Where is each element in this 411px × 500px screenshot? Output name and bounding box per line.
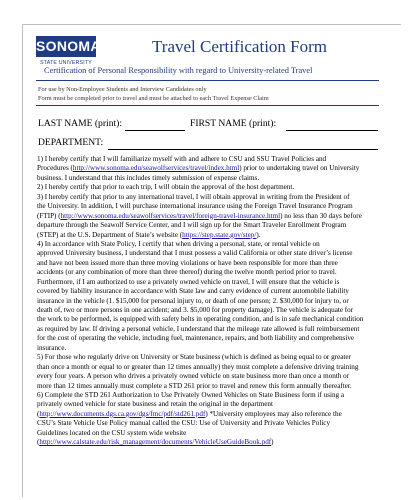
text-segment: and have not been issued more than three moving violations or have been responsible for more than three bbox=[37, 258, 338, 267]
text-line bbox=[37, 363, 377, 372]
policy-link[interactable]: http://www.calstate.edu/risk_management/documents/VehicleUseGuideBook.pdf bbox=[39, 438, 272, 447]
policy-link[interactable]: http://www.sonoma.edu/seawolfservices/travel/foreign-travel-insurance.html bbox=[60, 211, 281, 220]
text-line bbox=[37, 372, 377, 381]
text-line bbox=[37, 382, 377, 391]
text-segment: Guidelines located on the CSU system wide website bbox=[37, 428, 187, 437]
text-line bbox=[37, 268, 377, 277]
text-line bbox=[37, 429, 377, 438]
department-label: DEPARTMENT: bbox=[38, 137, 104, 148]
text-segment: approved University business, I understand that I must possess a valid California or other state driver’s license bbox=[37, 249, 353, 258]
form-subtitle: Certification of Personal Responsibility with regard to University-related Travel bbox=[44, 66, 313, 75]
text-line bbox=[37, 193, 377, 202]
text-line bbox=[37, 202, 377, 211]
text-line bbox=[37, 155, 377, 164]
text-line bbox=[37, 400, 377, 409]
text-segment: departure through the Seawolf Service Center, and I will sign up for the Smart Traveler Enrollment Program bbox=[37, 221, 347, 230]
policy-link[interactable]: https://step.state.gov/step/ bbox=[182, 230, 257, 239]
text-segment: business. I understand that this includes timely submission of expense claims. bbox=[37, 173, 260, 182]
text-line bbox=[37, 164, 377, 173]
text-segment: accidents (or any combination of more than three thereof) during the twelve month period prior to travel. bbox=[37, 268, 337, 277]
text-segment: the University. In addition, I will purchase international insurance using the Foreign Travel Insurance Program bbox=[37, 202, 353, 211]
text-segment: ( bbox=[37, 409, 40, 418]
text-line bbox=[37, 438, 377, 447]
text-segment: for the cost of operating the vehicle, including fuel, maintenance, repairs, and both liability and comprehensive bbox=[37, 334, 355, 343]
first-name-field[interactable] bbox=[286, 130, 378, 131]
text-segment: than once a month or equal to or greater than 12 times annually) they must complete a defensive driving training bbox=[37, 362, 359, 371]
text-segment: insurance in the vehicle (1. $15,000 for personal injury to, or death of one person; 2. $30,000 for injury to, or bbox=[37, 296, 349, 305]
text-line bbox=[37, 212, 377, 221]
header-divider bbox=[36, 80, 379, 81]
notes-divider bbox=[36, 105, 379, 106]
text-segment: 6) Complete the STD 261 Authorization to Use Privately Owned Vehicles on State Business form if using a bbox=[37, 390, 345, 399]
text-segment: Procedures ( bbox=[37, 164, 73, 173]
text-line bbox=[37, 278, 377, 287]
last-name-label: LAST NAME (print): bbox=[38, 118, 123, 129]
text-line bbox=[37, 419, 377, 428]
text-segment: every four years. A person who drives a privately owned vehicle on state business more than once a month or bbox=[37, 372, 350, 381]
text-segment: 3) I hereby certify that prior to any international travel, I will obtain approval in writing from the President of bbox=[37, 192, 350, 201]
text-line bbox=[37, 231, 377, 240]
text-segment: insurance. bbox=[37, 343, 67, 352]
text-line bbox=[37, 240, 377, 249]
department-field[interactable] bbox=[108, 149, 378, 150]
text-line bbox=[37, 315, 377, 324]
text-segment: 2) I hereby certify that prior to each trip, I will obtain the approval of the host department. bbox=[37, 183, 295, 192]
certification-text bbox=[37, 155, 377, 448]
text-segment: 1) I hereby certify that I will familiarize myself with and adhere to CSU and SSU Travel Policies and bbox=[37, 155, 327, 163]
text-line bbox=[37, 410, 377, 419]
text-line bbox=[37, 183, 377, 192]
attachment-note: Form must be completed prior to travel and must be attached to each Travel Expense Claim bbox=[38, 95, 269, 102]
text-segment: ( bbox=[37, 438, 40, 447]
usage-note: For use by Non-Employee Students and Interview Candidates only bbox=[38, 86, 207, 93]
text-line bbox=[37, 344, 377, 353]
text-line bbox=[37, 287, 377, 296]
text-line bbox=[37, 259, 377, 268]
text-line bbox=[37, 221, 377, 230]
text-line bbox=[37, 334, 377, 343]
text-segment: the work to be performed, is equipped with safety belts in operating condition, and is in safe mechanical condition bbox=[37, 315, 364, 324]
text-segment: (FTIP) ( bbox=[37, 211, 61, 220]
last-name-field[interactable] bbox=[125, 130, 185, 131]
form-title: Travel Certification Form bbox=[152, 37, 328, 56]
logo-name: SONOMA bbox=[36, 36, 96, 57]
text-line bbox=[37, 297, 377, 306]
text-segment: ). bbox=[256, 230, 261, 239]
text-segment: ) bbox=[271, 438, 274, 447]
text-segment: ) prior to undertaking travel on University bbox=[239, 164, 360, 173]
first-name-label: FIRST NAME (print): bbox=[190, 118, 277, 129]
text-segment: more than 12 times annually must complete a STD 261 prior to travel and renew this form annually thereafter. bbox=[37, 381, 352, 390]
text-segment: CSU’s State Vehicle Use Policy manual called the CSU: Use of University and Private Vehicles Policy bbox=[37, 419, 331, 428]
text-line bbox=[37, 174, 377, 183]
text-line bbox=[37, 306, 377, 315]
text-segment: 4) In accordance with State Policy, I certify that when driving a personal, state, or rental vehicle on bbox=[37, 239, 320, 248]
text-line bbox=[37, 249, 377, 258]
text-segment: ) no less than 30 days before bbox=[280, 211, 362, 220]
text-segment: Furthermore, if I am authorized to use a privately owned vehicle on travel, I will ensure that the vehicle is bbox=[37, 277, 340, 286]
text-line bbox=[37, 391, 377, 400]
text-segment: covered by liability insurance in accordance with State law and carry evidence of current automobile liability bbox=[37, 287, 349, 296]
text-line bbox=[37, 325, 377, 334]
text-line bbox=[37, 353, 377, 362]
policy-link[interactable]: http://www.documents.dgs.ca.gov/dgs/fmc/pdf/std261.pdf bbox=[39, 409, 206, 418]
policy-link[interactable]: http://www.sonoma.edu/seawolfservices/travel/index.html bbox=[72, 164, 240, 173]
text-segment: as required by law. If driving a personal vehicle, I understand that the mileage rate allowed is full reimbursement bbox=[37, 324, 360, 333]
text-segment: death of, two or more persons in one accident; and 3. $5,000 for property damage). The vehicle is adequate for bbox=[37, 306, 354, 314]
text-segment: 5) For those who regularly drive on University or State business (which is defined as being equal to or greater bbox=[37, 353, 351, 362]
logo-tagline: STATE UNIVERSITY bbox=[40, 60, 92, 66]
text-segment: privately owned vehicle for state business and retain the original in the department bbox=[37, 400, 273, 409]
text-segment: (STEP) at the U.S. Department of State’s website ( bbox=[37, 230, 183, 239]
text-segment: ) *University employees may also reference the bbox=[205, 409, 342, 418]
